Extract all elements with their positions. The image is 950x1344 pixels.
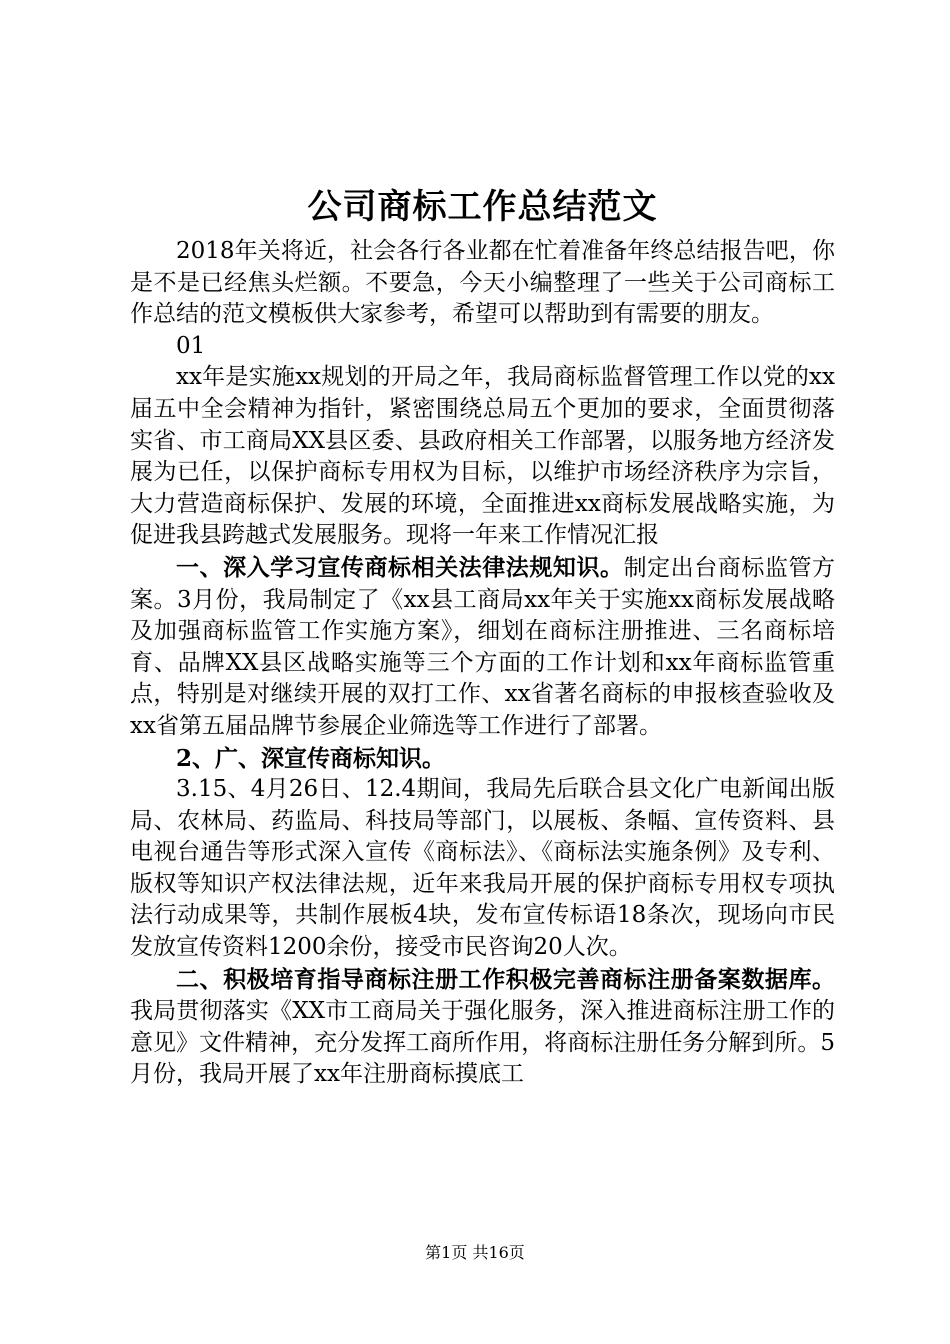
body-paragraph-3: 3.15、4月26日、12.4期间，我局先后联合县文化广电新闻出版局、农林局、药监局、科技局等部门，以展板、条幅、宣传资料、县电视台通告等形式深入宣传《商标法》、《商标法实施条例》及专利、版权等知识产权法律法规，近年来我局开展的保护商标专用权专项执法行动成果等，共制作展板4块，发布宣传标语18条次，现场向市民发放宣传资料1200余份，接受市民咨询20人次。: [130, 776, 835, 961]
body-paragraph-1: xx年是实施xx规划的开局之年，我局商标监督管理工作以党的xx届五中全会精神为指针，紧密围绕总局五个更加的要求，全面贯彻落实省、市工商局XX县区委、县政府相关工作部署，以服务地方经济发展为已任，以保护商标专用权为目标，以维护市场经济秩序为宗旨，大力营造商标保护、发展的环境，全面推进xx商标发展战略实施，为促进我县跨越式发展服务。现将一年来工作情况汇报: [130, 364, 835, 549]
document-body: [130, 178, 835, 1091]
section-heading-3: 二、积极培育指导商标注册工作积极完善商标注册备案数据库。: [176, 965, 835, 993]
document-title: 公司商标工作总结范文: [307, 187, 658, 227]
body-paragraph-2-text: 制定出台商标监管方案。3月份，我局制定了《xx县工商局xx年关于实施xx商标发展战略及加强商标监管工作实施方案》，细划在商标注册推进、三名商标培育、品牌XX县区战略实施等三个方面的工作计划和xx年商标监管重点，特别是对继续开展的双打工作、xx省著名商标的申报核查验收及xx省第五届品牌节参展企业筛选等工作进行了部署。: [130, 554, 836, 739]
section-number: 01: [176, 332, 206, 359]
body-paragraph-4: [130, 964, 835, 1091]
section-heading-2: 2、广、深宣传商标知识。: [176, 744, 446, 772]
page-footer: 第1页 共16页: [425, 1243, 525, 1262]
section-heading-1: 一、深入学习宣传商标相关法律法规知识。: [176, 553, 624, 581]
intro-paragraph: 2018年关将近，社会各行各业都在忙着准备年终总结报告吧，你是不是已经焦头烂额。不要急，今天小编整理了一些关于公司商标工作总结的范文模板供大家参考，希望可以帮助到有需要的朋友。: [130, 238, 835, 328]
body-paragraph-4-text: 我局贯彻落实《XX市工商局关于强化服务，深入推进商标注册工作的意见》文件精神，充分发挥工商所作用，将商标注册任务分解到所。5月份，我局开展了xx年注册商标摸底工: [130, 998, 835, 1088]
body-paragraph-2: [130, 552, 835, 743]
